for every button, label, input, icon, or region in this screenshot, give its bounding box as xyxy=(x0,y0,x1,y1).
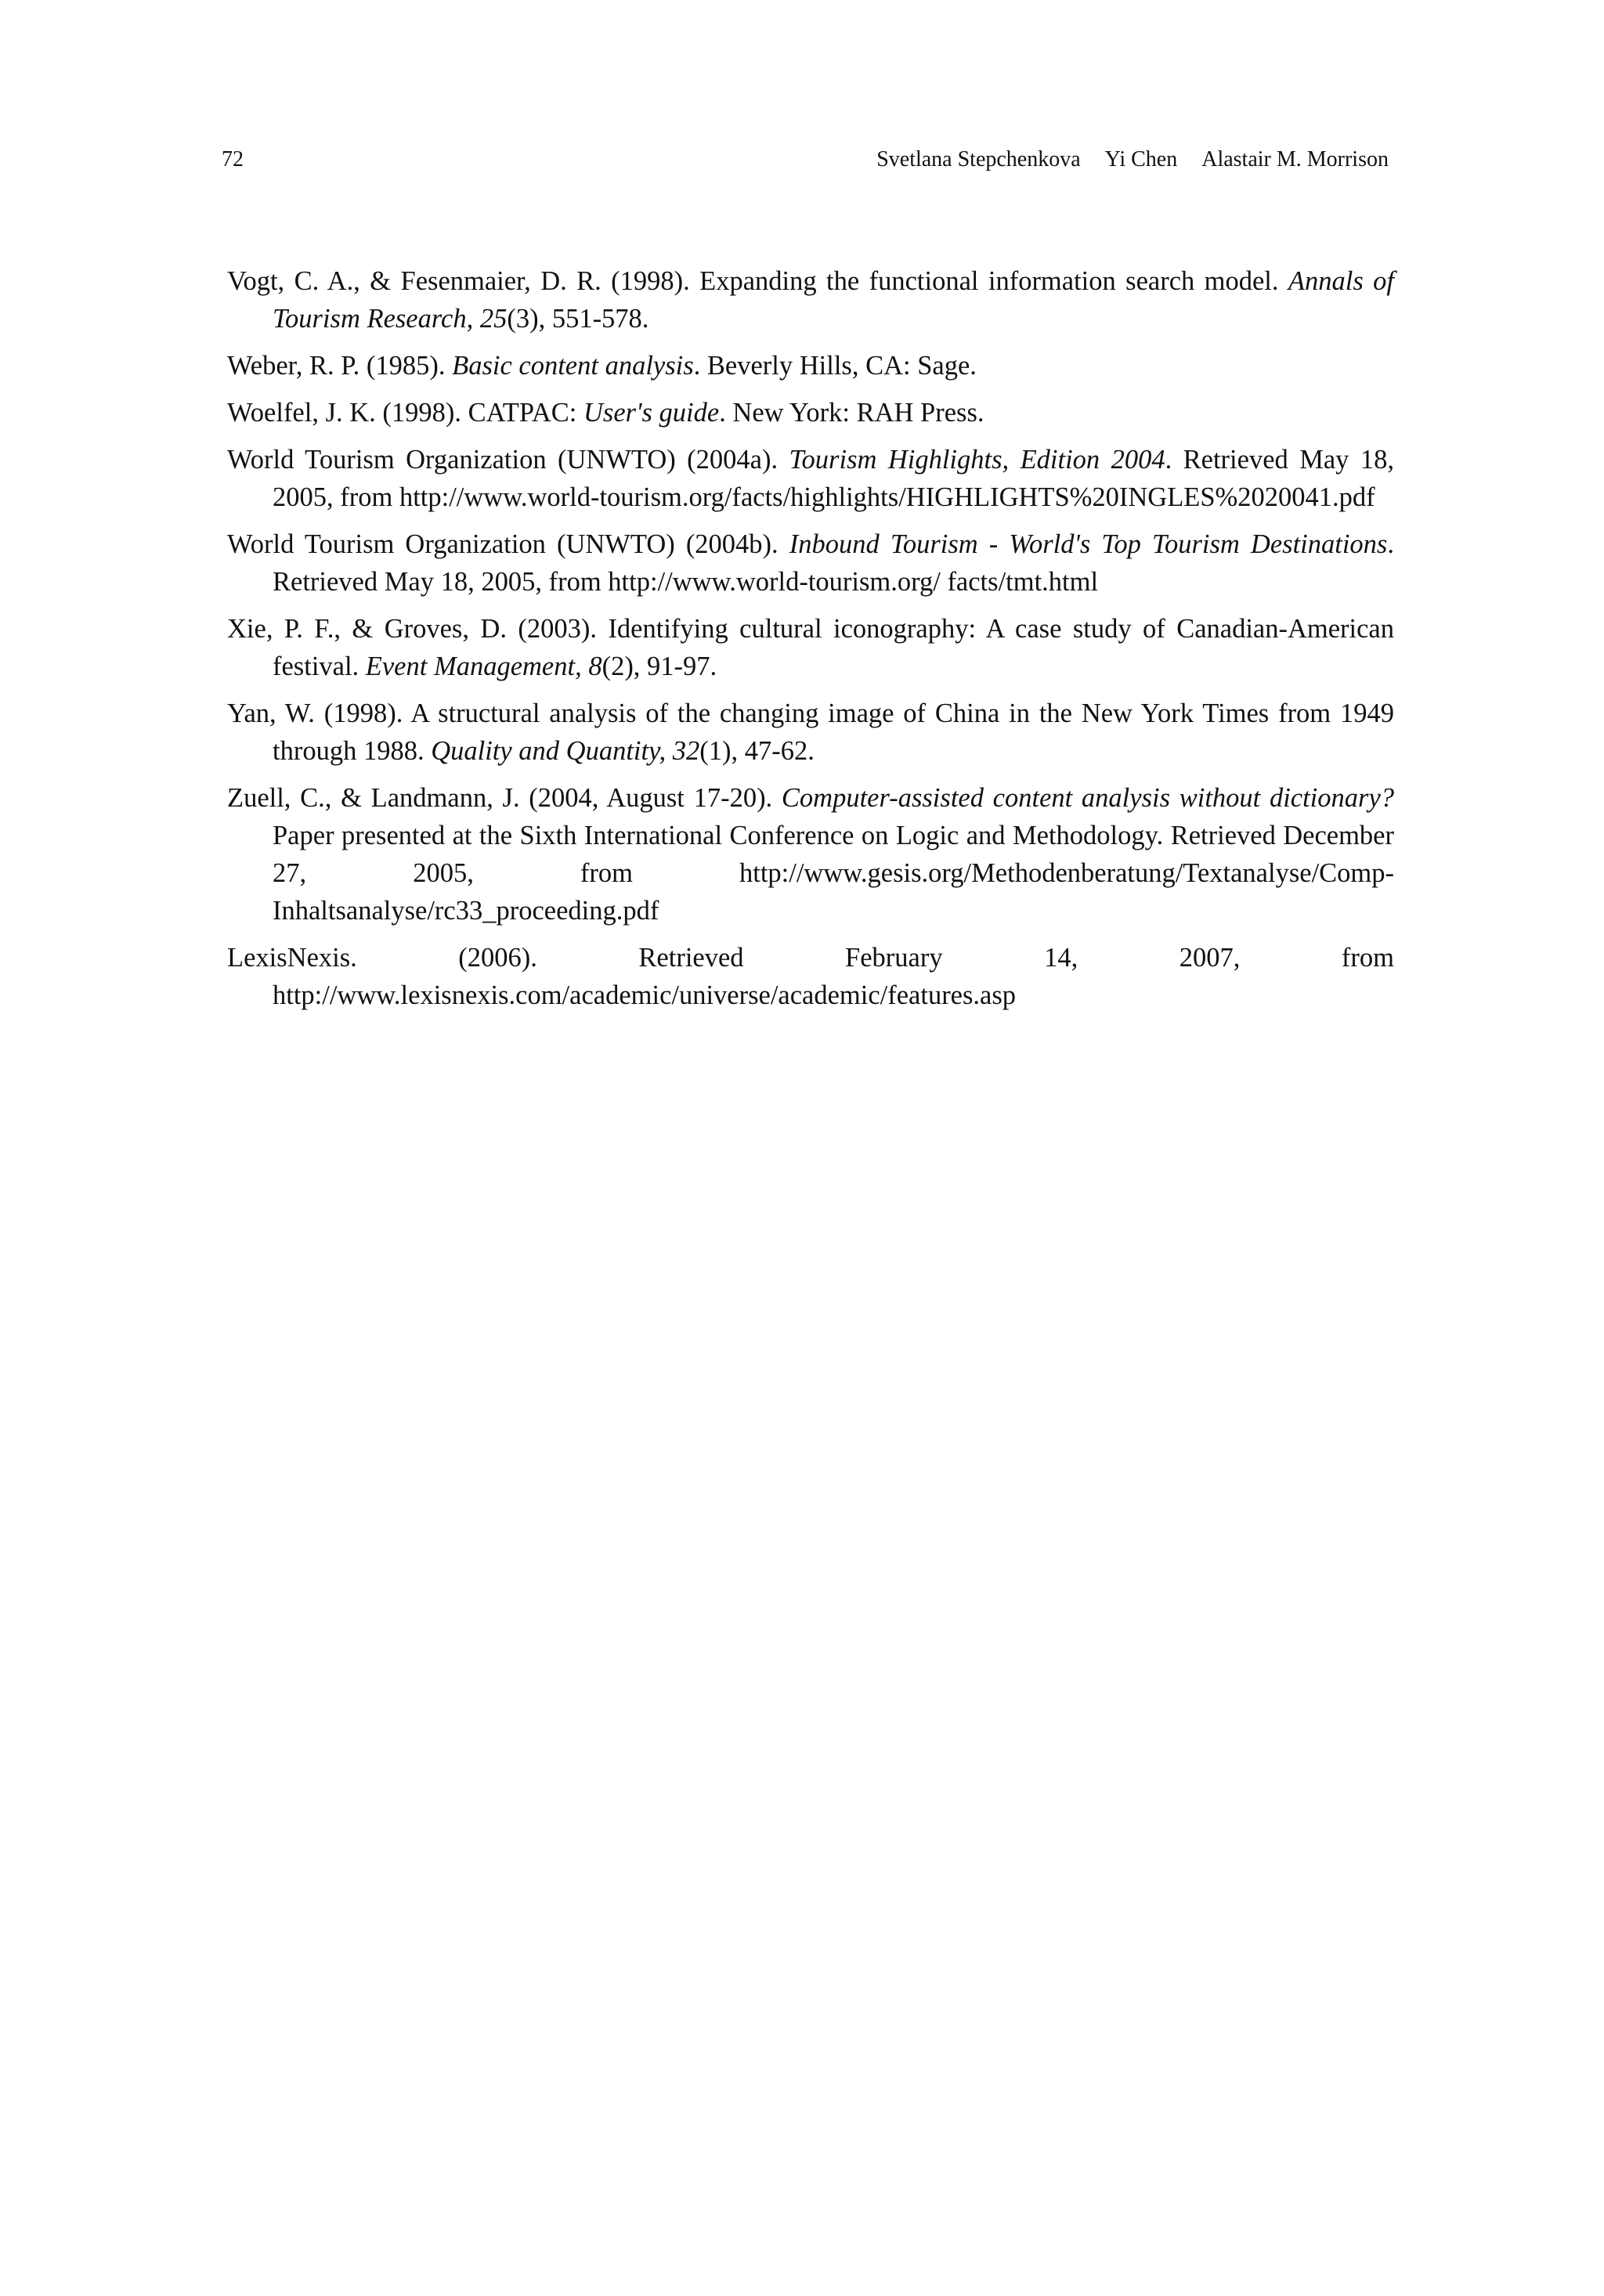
reference-entry xyxy=(227,779,1394,930)
reference-text: . Retrieved May 18, 2005, from http://www.world-tourism.org/ facts/tmt.html xyxy=(273,529,1394,597)
reference-italic-text: Inbound Tourism - World's Top Tourism Destinations xyxy=(789,529,1388,559)
reference-italic-text: Tourism Highlights, Edition 2004 xyxy=(789,445,1165,475)
reference-italic-text: Annals of Tourism Research, 25 xyxy=(273,266,1394,334)
reference-entry xyxy=(227,610,1394,685)
reference-text: . Beverly Hills, CA: Sage. xyxy=(693,351,977,381)
reference-entry xyxy=(227,939,1394,1014)
author-name: Svetlana Stepchenkova xyxy=(876,147,1081,171)
reference-text: Yan, W. (1998). A structural analysis of the changing image of China in the New York Times from 1949 through 1988. xyxy=(227,699,1394,766)
reference-italic-text: Basic content analysis xyxy=(452,351,694,381)
reference-italic-text: Quality and Quantity, 32 xyxy=(431,736,700,766)
reference-text: . New York: RAH Press. xyxy=(719,398,984,428)
reference-text: Weber, R. P. (1985). xyxy=(227,351,453,381)
reference-entry xyxy=(227,394,1394,431)
reference-text: World Tourism Organization (UNWTO) (2004a). xyxy=(227,445,789,475)
author-name: Yi Chen xyxy=(1104,147,1178,171)
reference-text: Vogt, C. A., & Fesenmaier, D. R. (1998). Expanding the functional information search model. xyxy=(227,266,1288,296)
running-head-authors xyxy=(876,144,1389,175)
reference-entry xyxy=(227,695,1394,770)
reference-text: (3), 551-578. xyxy=(507,304,649,334)
author-name: Alastair M. Morrison xyxy=(1201,147,1389,171)
reference-text: Woelfel, J. K. (1998). CATPAC: xyxy=(227,398,583,428)
reference-text: . Retrieved May 18, 2005, from http://www.world-tourism.org/facts/highlights/HIGHLIGHTS%20INGLES%2020041.pdf xyxy=(273,445,1394,512)
reference-entry xyxy=(227,441,1394,516)
reference-entry xyxy=(227,525,1394,601)
reference-text: (2), 91-97. xyxy=(602,652,717,681)
reference-list xyxy=(227,262,1394,1023)
reference-italic-text: Computer-assisted content analysis without dictionary? xyxy=(781,783,1395,813)
reference-italic-text: Event Management, 8 xyxy=(365,652,602,681)
reference-text: (1), 47-62. xyxy=(699,736,815,766)
reference-entry xyxy=(227,262,1394,338)
page-number: 72 xyxy=(222,147,244,171)
reference-text: LexisNexis. (2006). Retrieved February 14, 2007, from http://www.lexisnexis.com/academic/universe/academic/features.asp xyxy=(227,943,1394,1010)
reference-italic-text: User's guide xyxy=(583,398,720,428)
reference-text: Xie, P. F., & Groves, D. (2003). Identifying cultural iconography: A case study of Canadian-American festival. xyxy=(227,614,1394,681)
reference-text: World Tourism Organization (UNWTO) (2004b). xyxy=(227,529,789,559)
reference-entry xyxy=(227,347,1394,384)
reference-text: Zuell, C., & Landmann, J. (2004, August 17-20). xyxy=(227,783,782,813)
page-header xyxy=(222,144,1389,175)
reference-text: Paper presented at the Sixth International Conference on Logic and Methodology. Retrieved December 27, 2005, from http://www.gesis.org/Methodenberatung/Textanalyse/Comp-Inhaltsanalyse/rc33_proceeding.pdf xyxy=(273,821,1394,926)
